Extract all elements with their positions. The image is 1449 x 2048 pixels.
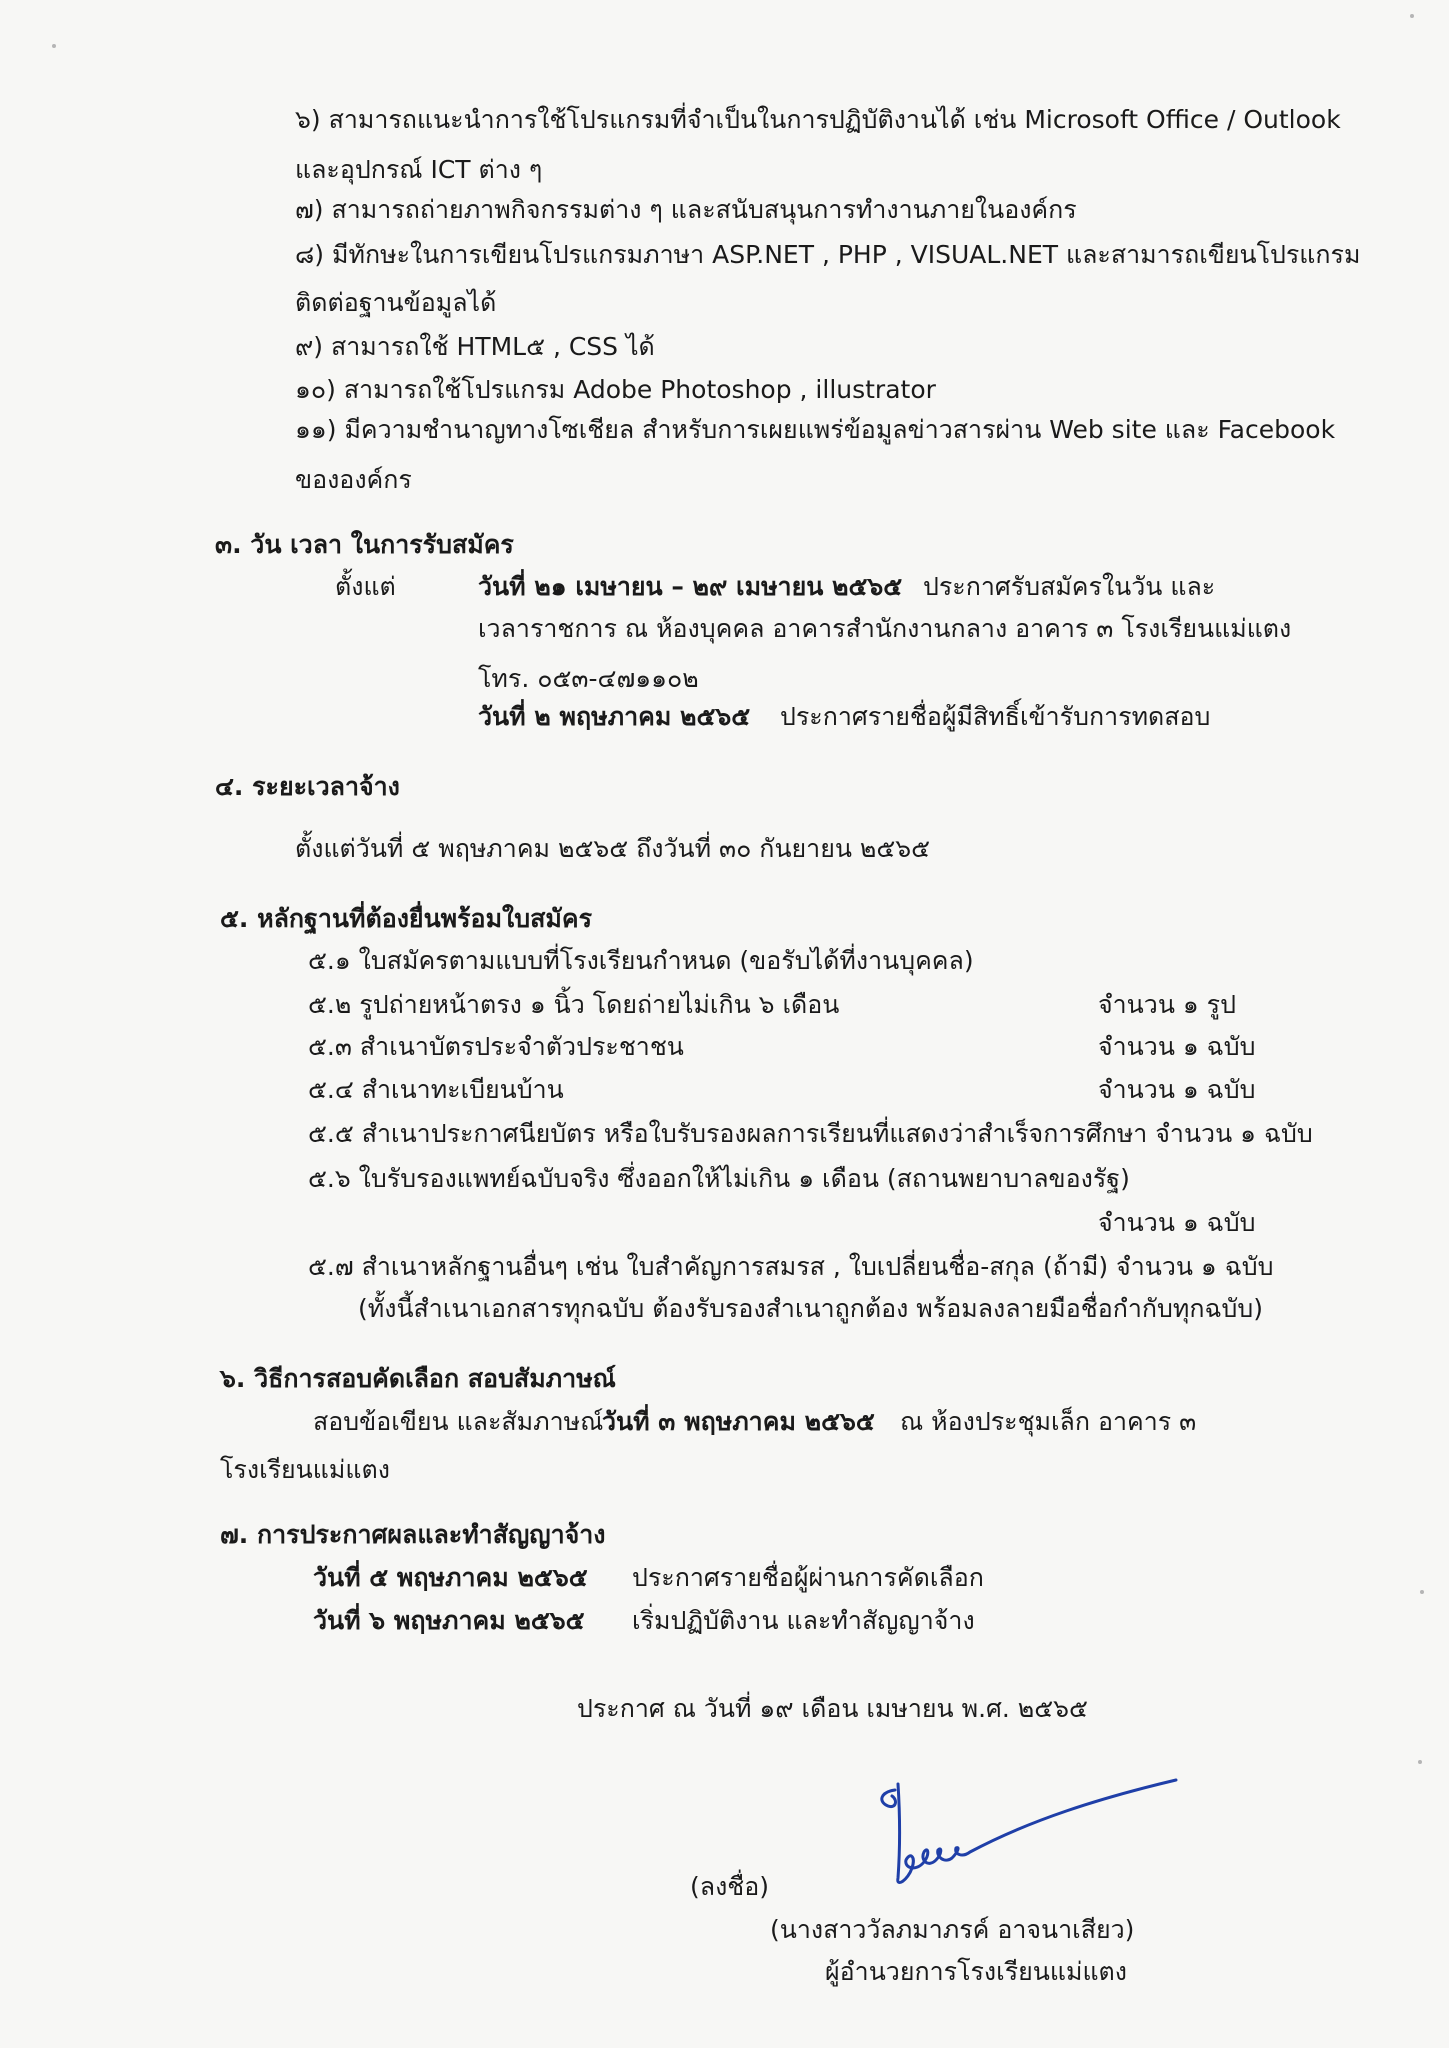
copy-certification-note: (ทั้งนี้สำเนาเอกสารทุกฉบับ ต้องรับรองสำเนาถูกต้อง พร้อมลงลายมือชื่อกำกับทุกฉบับ) <box>358 1294 1264 1323</box>
result-text: ประกาศรายชื่อผู้ผ่านการคัดเลือก <box>632 1563 984 1592</box>
application-text: ประกาศรับสมัครในวัน และ <box>923 572 1216 601</box>
skill-line: ๑๐) สามารถใช้โปรแกรม Adobe Photoshop , illustrator <box>295 375 936 404</box>
director-position: ผู้อำนวยการโรงเรียนแม่แตง <box>825 1957 1128 1986</box>
document-item: ๕.๔ สำเนาทะเบียนบ้าน <box>308 1075 564 1104</box>
signature-icon <box>870 1760 1190 1900</box>
exam-location: ณ ห้องประชุมเล็ก อาคาร ๓ <box>900 1407 1197 1436</box>
exam-pre: สอบข้อเขียน และสัมภาษณ์ <box>313 1407 604 1436</box>
skill-line: ๙) สามารถใช้ HTML๕ , CSS ได้ <box>295 332 655 361</box>
section-6-heading: ๖. วิธีการสอบคัดเลือก สอบสัมภาษณ์ <box>220 1364 616 1393</box>
employment-period: ตั้งแต่วันที่ ๕ พฤษภาคม ๒๕๖๕ ถึงวันที่ ๓๐ กันยายน ๒๕๖๕ <box>295 834 931 863</box>
skill-line: ขององค์กร <box>295 465 412 494</box>
section-3-heading: ๓. วัน เวลา ในการรับสมัคร <box>215 530 514 559</box>
section-7-heading: ๗. การประกาศผลและทำสัญญาจ้าง <box>220 1520 606 1549</box>
application-phone: โทร. ๐๕๓-๔๗๑๑๐๒ <box>478 664 699 693</box>
document-item: ๕.๓ สำเนาบัตรประจำตัวประชาชน <box>308 1032 684 1061</box>
section-5-heading: ๕. หลักฐานที่ต้องยื่นพร้อมใบสมัคร <box>220 904 593 933</box>
application-location: เวลาราชการ ณ ห้องบุคคล อาคารสำนักงานกลาง อาคาร ๓ โรงเรียนแม่แตง <box>478 614 1292 643</box>
eligible-date: วันที่ ๒ พฤษภาคม ๒๕๖๕ <box>478 702 751 731</box>
skill-line: ๗) สามารถถ่ายภาพกิจกรรมต่าง ๆ และสนับสนุนการทำงานภายในองค์กร <box>295 195 1077 224</box>
start-text: เริ่มปฏิบัติงาน และทำสัญญาจ้าง <box>632 1606 975 1635</box>
section-4-heading: ๔. ระยะเวลาจ้าง <box>215 772 400 801</box>
skill-line: ๖) สามารถแนะนำการใช้โปรแกรมที่จำเป็นในการปฏิบัติงานได้ เช่น Microsoft Office / Outlook <box>295 105 1341 134</box>
eligible-text: ประกาศรายชื่อผู้มีสิทธิ์เข้ารับการทดสอบ <box>780 702 1211 731</box>
skill-line: ๘) มีทักษะในการเขียนโปรแกรมภาษา ASP.NET , PHP , VISUAL.NET และสามารถเขียนโปรแกรม <box>295 240 1361 269</box>
document-quantity: จำนวน ๑ ฉบับ <box>1098 1032 1256 1061</box>
announcement-date: ประกาศ ณ วันที่ ๑๙ เดือน เมษายน พ.ศ. ๒๕๖๕ <box>577 1694 1088 1723</box>
skill-line: ติดต่อฐานข้อมูลได้ <box>295 288 497 317</box>
document-item: ๕.๒ รูปถ่ายหน้าตรง ๑ นิ้ว โดยถ่ายไม่เกิน ๖ เดือน <box>308 990 840 1019</box>
document-item: ๕.๗ สำเนาหลักฐานอื่นๆ เช่น ใบสำคัญการสมรส , ใบเปลี่ยนชื่อ-สกุล (ถ้ามี) จำนวน ๑ ฉบับ <box>308 1252 1274 1281</box>
result-date: วันที่ ๕ พฤษภาคม ๒๕๖๕ <box>313 1563 588 1592</box>
since-label: ตั้งแต่ <box>335 572 396 601</box>
skill-line: ๑๑) มีความชำนาญทางโซเชียล สำหรับการเผยแพร่ข้อมูลข่าวสารผ่าน Web site และ Facebook <box>295 415 1336 444</box>
start-date: วันที่ ๖ พฤษภาคม ๒๕๖๕ <box>313 1606 585 1635</box>
document-item: ๕.๖ ใบรับรองแพทย์ฉบับจริง ซึ่งออกให้ไม่เกิน ๑ เดือน (สถานพยาบาลของรัฐ) <box>308 1164 1130 1193</box>
scan-speck <box>1418 1760 1422 1764</box>
document-item: ๕.๕ สำเนาประกาศนียบัตร หรือใบรับรองผลการเรียนที่แสดงว่าสำเร็จการศึกษา จำนวน ๑ ฉบับ <box>308 1119 1313 1148</box>
exam-school: โรงเรียนแม่แตง <box>220 1455 390 1484</box>
signed-label: (ลงชื่อ) <box>690 1872 770 1901</box>
skill-line: และอุปกรณ์ ICT ต่าง ๆ <box>295 155 543 184</box>
document-quantity: จำนวน ๑ รูป <box>1098 990 1236 1019</box>
scan-speck <box>52 44 56 48</box>
document-quantity: จำนวน ๑ ฉบับ <box>1098 1075 1256 1104</box>
document-item: ๕.๑ ใบสมัครตามแบบที่โรงเรียนกำหนด (ขอรับได้ที่งานบุคคล) <box>308 946 974 975</box>
scan-speck <box>1420 1590 1424 1594</box>
scan-speck <box>1410 14 1414 18</box>
exam-date: วันที่ ๓ พฤษภาคม ๒๕๖๕ <box>602 1407 875 1436</box>
director-name: (นางสาววัลภมาภรค์ อาจนาเสียว) <box>770 1915 1135 1944</box>
document-quantity: จำนวน ๑ ฉบับ <box>1098 1208 1256 1237</box>
application-dates: วันที่ ๒๑ เมษายน – ๒๙ เมษายน ๒๕๖๕ <box>478 572 903 601</box>
